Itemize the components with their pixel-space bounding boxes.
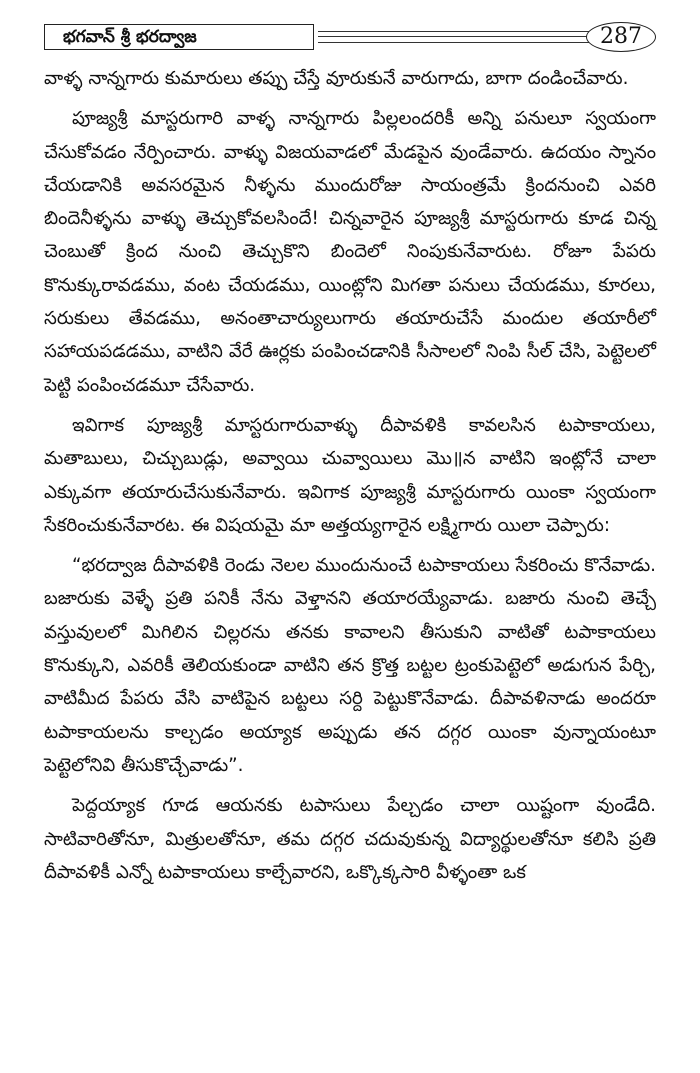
paragraph-5: పెద్దయ్యాక గూడ ఆయనకు టపాసులు పేల్చడం చాలా యిష్టంగా వుండేది. సాటివారితోనూ, మిత్రులతోనూ, తమ దగ్గర చదువుకున్న విద్యార్థులతోనూ కలిసి ప్రతి దీపావళికీ ఎన్నో టపాకాయలు కాల్చేవారని, ఒక్కొక్కసారి వీళ్ళంతా ఒక — [44, 795, 656, 883]
paragraph-3: ఇవిగాక పూజ్యశ్రీ మాస్టరుగారువాళ్ళు దీపావళికి కావలసిన టపాకాయలు, మతాబులు, చిచ్చుబుడ్లు, అవ్వాయి చువ్వాయిలు మొ॥న వాటిని ఇంట్లోనే చాలా ఎక్కువగా తయారుచేసుకునేవారు. ఇవిగాక పూజ్యశ్రీ మాస్టరుగారు యింకా స్వయంగా సేకరించుకునేవారట. ఈ విషయమై మా అత్తయ్యగారైన లక్ష్మిగారు యిలా చెప్పారు: — [44, 414, 656, 536]
paragraph-1: వాళ్ళ నాన్నగారు కుమారులు తప్పు చేస్తే వూరుకునే వారుగాదు, బాగా దండించేవారు. — [44, 68, 629, 89]
page-number: 287 — [586, 22, 656, 52]
page-body — [44, 62, 656, 889]
header-rule-lines — [318, 31, 608, 43]
page-header — [44, 22, 656, 54]
running-title: భగవాన్ శ్రీ భరద్వాజ — [44, 24, 314, 50]
paragraph-2: పూజ్యశ్రీ మాస్టరుగారి వాళ్ళ నాన్నగారు పిల్లలందరికీ అన్ని పనులూ స్వయంగా చేసుకోవడం నేర్పించారు. వాళ్ళు విజయవాడలో మేడపైన వుండేవారు. ఉదయం స్నానం చేయడానికి అవసరమైన నీళ్ళను ముందురోజు సాయంత్రమే క్రిందనుంచి ఎవరి బిందెనీళ్ళను వాళ్ళు తెచ్చుకోవలసిందే! చిన్నవారైన పూజ్యశ్రీ మాస్టరుగారు కూడ చిన్న చెంబుతో క్రింద నుంచి తెచ్చుకొని బిందెలో నింపుకునేవారుట. రోజూ పేపరు కొనుక్కురావడము, వంట చేయడము, యింట్లోని మిగతా పనులు చేయడము, కూరలు, సరుకులు తేవడము, అనంతాచార్యులుగారు తయారుచేసే మందుల తయారీలో సహాయపడడము, వాటిని వేరే ఊర్లకు పంపించడానికి సీసాలలో నింపి సీల్ చేసి, పెట్టెలలో పెట్టి పంపించడమూ చేసేవారు. — [44, 108, 656, 396]
paragraph-4-quote: “భరద్వాజ దీపావళికి రెండు నెలల ముందునుంచే టపాకాయలు సేకరించు కొనేవాడు. బజారుకు వెళ్ళే ప్రతి పనికీ నేను వెళ్తానని తయారయ్యేవాడు. బజారు నుంచి తెచ్చే వస్తువులలో మిగిలిన చిల్లరను తనకు కావాలని తీసుకుని వాటితో టపాకాయలు కొనుక్కుని, ఎవరికీ తెలియకుండా వాటిని తన క్రొత్త బట్టల ట్రంకుపెట్టెలో అడుగున పేర్చి, వాటిమీద పేపరు వేసి వాటిపైన బట్టలు సర్ది పెట్టుకొనేవాడు. దీపావళినాడు అందరూ టపాకాయలను కాల్చడం అయ్యాక అప్పుడు తన దగ్గర యింకా వున్నాయంటూ పెట్టెలోనివి తీసుకొచ్చేవాడు”. — [44, 555, 656, 776]
